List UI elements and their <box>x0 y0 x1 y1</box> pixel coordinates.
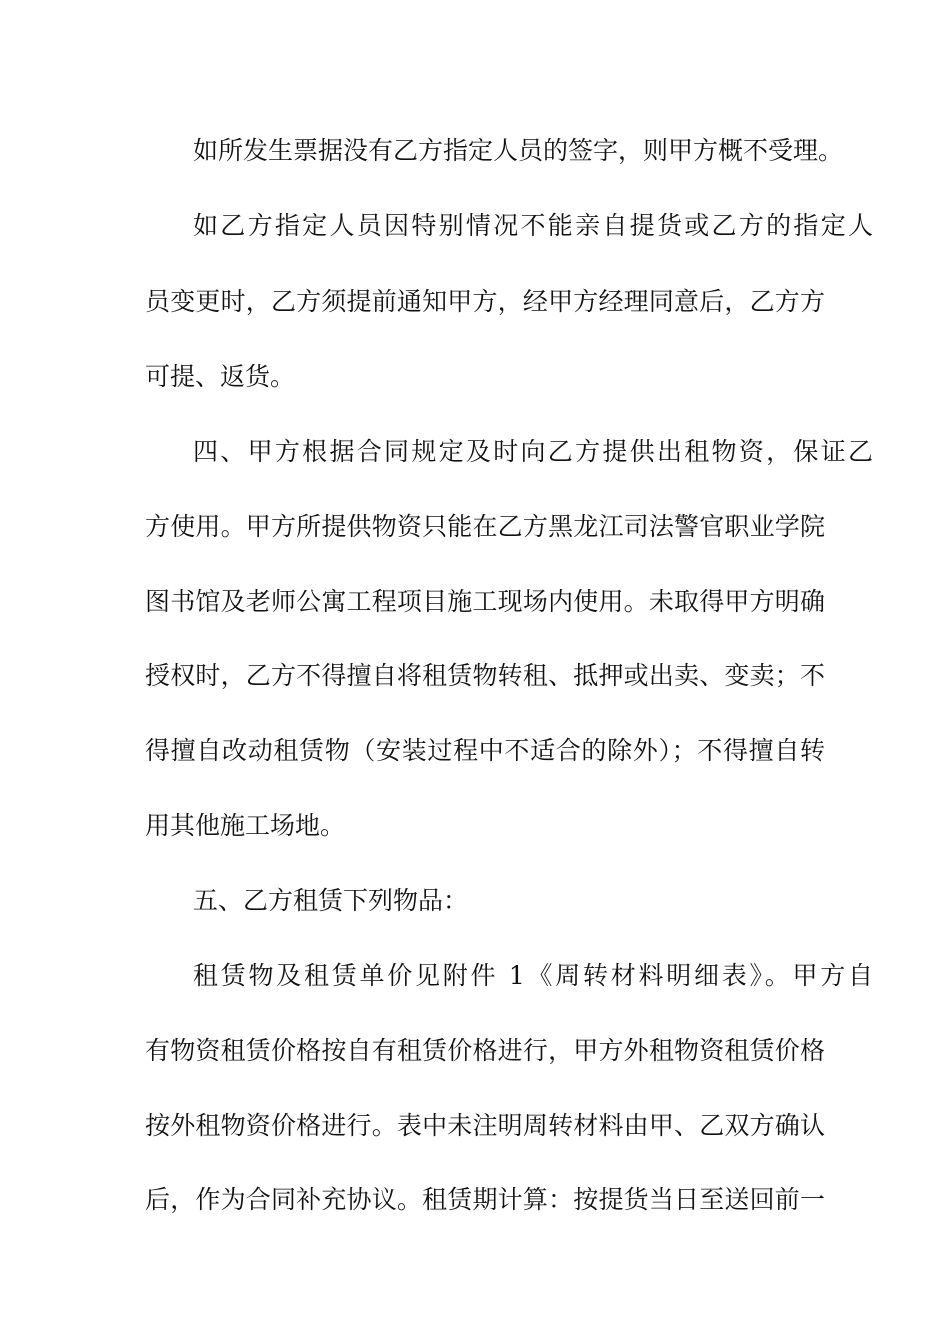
text-line: 如乙方指定人员因特别情况不能亲自提货或乙方的指定人 <box>193 211 873 240</box>
text-line: 图书馆及老师公寓工程项目施工现场内使用。未取得甲方明确 <box>145 587 825 616</box>
text-line: 五、乙方租赁下列物品： <box>193 886 469 915</box>
text-line: 有物资租赁价格按自有租赁价格进行，甲方外租物资租赁价格 <box>145 1036 825 1065</box>
text-line: 员变更时，乙方须提前通知甲方，经甲方经理同意后，乙方方 <box>145 287 825 316</box>
text-line: 如所发生票据没有乙方指定人员的签字，则甲方概不受理。 <box>193 136 844 165</box>
text-line: 用其他施工场地。 <box>145 811 346 840</box>
text-line: 方使用。甲方所提供物资只能在乙方黑龙江司法警官职业学院 <box>145 512 825 541</box>
text-line: 四、甲方根据合同规定及时向乙方提供出租物资，保证乙 <box>193 437 873 466</box>
text-line: 后，作为合同补充协议。租赁期计算：按提货当日至送回前一 <box>145 1185 825 1214</box>
text-line: 得擅自改动租赁物（安装过程中不适合的除外）；不得擅自转 <box>145 736 825 765</box>
text-line: 按外租物资价格进行。表中未注明周转材料由甲、乙双方确认 <box>145 1111 825 1140</box>
text-line: 租赁物及租赁单价见附件 1《周转材料明细表》。甲方自 <box>193 961 873 990</box>
text-line: 可提、返货。 <box>145 362 296 391</box>
text-line: 授权时，乙方不得擅自将租赁物转租、抵押或出卖、变卖；不 <box>145 661 825 690</box>
